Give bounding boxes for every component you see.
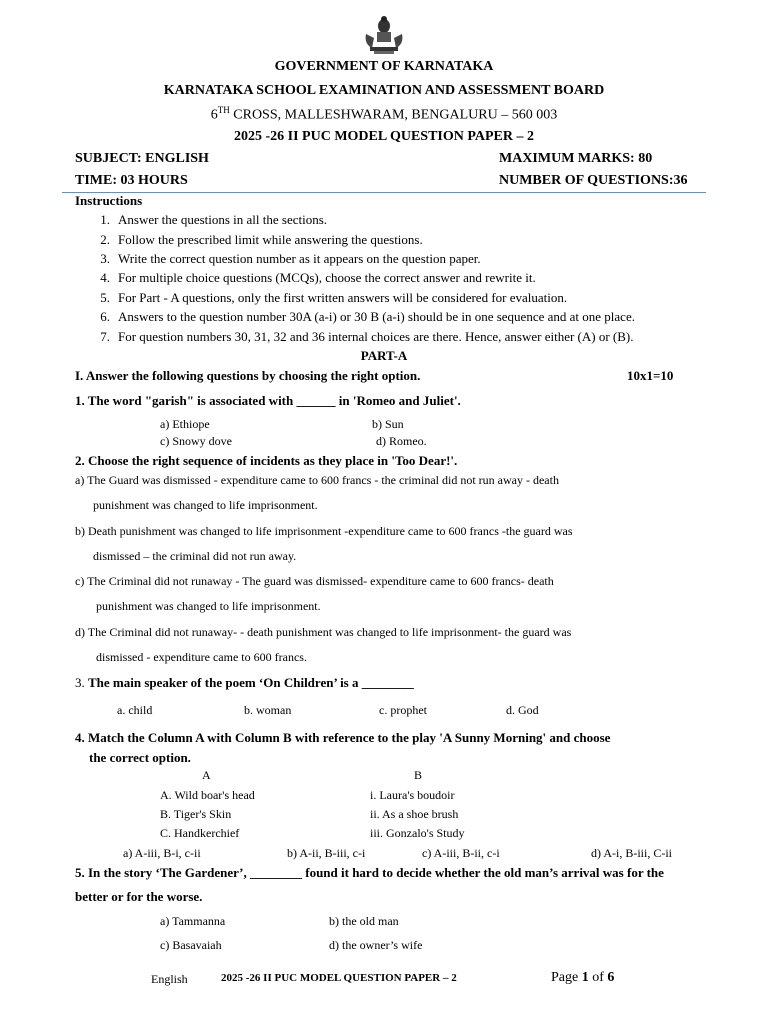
question-5-option-a: a) Tammanna	[160, 914, 226, 928]
question-5-option-d: d) the owner’s wife	[329, 938, 423, 952]
section-i-marks: 10x1=10	[627, 368, 674, 383]
instruction-item: 6. Answers to the question number 30A (a-i) or 30 B (a-i) should be in one sequence and at one place.	[100, 309, 635, 324]
question-1-option-c: c) Snowy dove	[160, 434, 232, 448]
question-2-option-c: c) The Criminal did not runaway - The guard was dismissed- expenditure came to 600 francs- death	[75, 574, 554, 588]
column-a-item: A. Wild boar's head	[160, 788, 255, 802]
column-a-header: A	[202, 768, 211, 782]
time-label: TIME: 03 HOURS	[75, 173, 188, 188]
question-3-option-b: b. woman	[244, 703, 292, 717]
question-4-option-b: b) A-ii, B-iii, c-i	[287, 846, 366, 860]
question-4-stem: 4. Match the Column A with Column B with reference to the play 'A Sunny Morning' and choose	[75, 730, 611, 745]
question-1-stem: 1. The word "garish" is associated with ______ in 'Romeo and Juliet'.	[75, 393, 461, 408]
paper-title: 2025 -26 II PUC MODEL QUESTION PAPER – 2	[234, 129, 534, 144]
column-a-item: C. Handkerchief	[160, 826, 240, 840]
question-4-option-c: c) A-iii, B-ii, c-i	[422, 846, 500, 860]
column-b-header: B	[414, 768, 423, 782]
question-5-option-c: c) Basavaiah	[160, 938, 222, 952]
question-1-option-b: b) Sun	[372, 417, 404, 431]
question-2-option-a: a) The Guard was dismissed - expenditure came to 600 francs - the criminal did not run away - death	[75, 473, 559, 487]
instruction-item: 3. Write the correct question number as it appears on the question paper.	[100, 251, 481, 266]
question-5-stem-cont: better or for the worse.	[75, 889, 203, 904]
column-a-item: B. Tiger's Skin	[160, 807, 232, 821]
board-address: 6TH CROSS, MALLESHWARAM, BENGALURU – 560 003	[210, 105, 558, 123]
question-2-option-b-cont: dismissed – the criminal did not run away.	[93, 549, 297, 563]
page-number: Page 1 of 6	[551, 970, 615, 985]
num-questions-label: NUMBER OF QUESTIONS:36	[499, 173, 688, 188]
question-2-option-b: b) Death punishment was changed to life imprisonment -expenditure came to 600 francs -the guard was	[75, 524, 573, 538]
footer-subject: English	[151, 972, 188, 986]
question-4-option-d: d) A-i, B-iii, C-ii	[591, 846, 672, 860]
question-2-option-c-cont: punishment was changed to life imprisonment.	[96, 599, 321, 613]
column-b-item: i. Laura's boudoir	[370, 788, 455, 802]
instruction-item: 1. Answer the questions in all the sections.	[100, 212, 328, 227]
part-a-title: PART-A	[360, 348, 408, 363]
section-i-heading: I. Answer the following questions by choosing the right option.	[75, 368, 421, 383]
government-heading: GOVERNMENT OF KARNATAKA	[274, 59, 494, 74]
instructions-title: Instructions	[75, 193, 143, 208]
karnataka-emblem-icon	[360, 14, 408, 56]
question-2-option-d-cont: dismissed - expenditure came to 600 francs.	[96, 650, 307, 664]
max-marks-label: MAXIMUM MARKS: 80	[499, 151, 653, 166]
question-2-option-d: d) The Criminal did not runaway- - death punishment was changed to life imprisonment- the guard was	[75, 625, 572, 639]
question-3-option-d: d. God	[506, 703, 539, 717]
header-divider	[62, 192, 706, 193]
question-1-option-a: a) Ethiope	[160, 417, 210, 431]
question-5-stem: 5. In the story ‘The Gardener’, ________ found it hard to decide whether the old man’s arrival was for the	[75, 865, 664, 880]
instruction-item: 5. For Part - A questions, only the first written answers will be considered for evaluation.	[100, 290, 568, 305]
question-3-option-a: a. child	[117, 703, 153, 717]
question-1-option-d: d) Romeo.	[376, 434, 427, 448]
subject-label: SUBJECT: ENGLISH	[75, 151, 209, 166]
question-4-stem-cont: the correct option.	[89, 750, 191, 765]
instruction-item: 4. For multiple choice questions (MCQs), choose the correct answer and rewrite it.	[100, 270, 536, 285]
instruction-item: 7. For question numbers 30, 31, 32 and 36 internal choices are there. Hence, answer either (A) or (B).	[100, 329, 634, 344]
question-5-option-b: b) the old man	[329, 914, 399, 928]
board-heading: KARNATAKA SCHOOL EXAMINATION AND ASSESSMENT BOARD	[163, 83, 605, 98]
column-b-item: ii. As a shoe brush	[370, 807, 459, 821]
question-3-stem: 3. The main speaker of the poem ‘On Children’ is a ________	[75, 675, 414, 690]
question-2-option-a-cont: punishment was changed to life imprisonment.	[93, 498, 318, 512]
question-3-option-c: c. prophet	[379, 703, 427, 717]
column-b-item: iii. Gonzalo's Study	[370, 826, 465, 840]
footer-paper-title: 2025 -26 II PUC MODEL QUESTION PAPER – 2	[221, 972, 457, 984]
question-2-stem: 2. Choose the right sequence of incidents as they place in 'Too Dear!'.	[75, 453, 458, 468]
instruction-item: 2. Follow the prescribed limit while answering the questions.	[100, 232, 423, 247]
question-4-option-a: a) A-iii, B-i, c-ii	[123, 846, 201, 860]
